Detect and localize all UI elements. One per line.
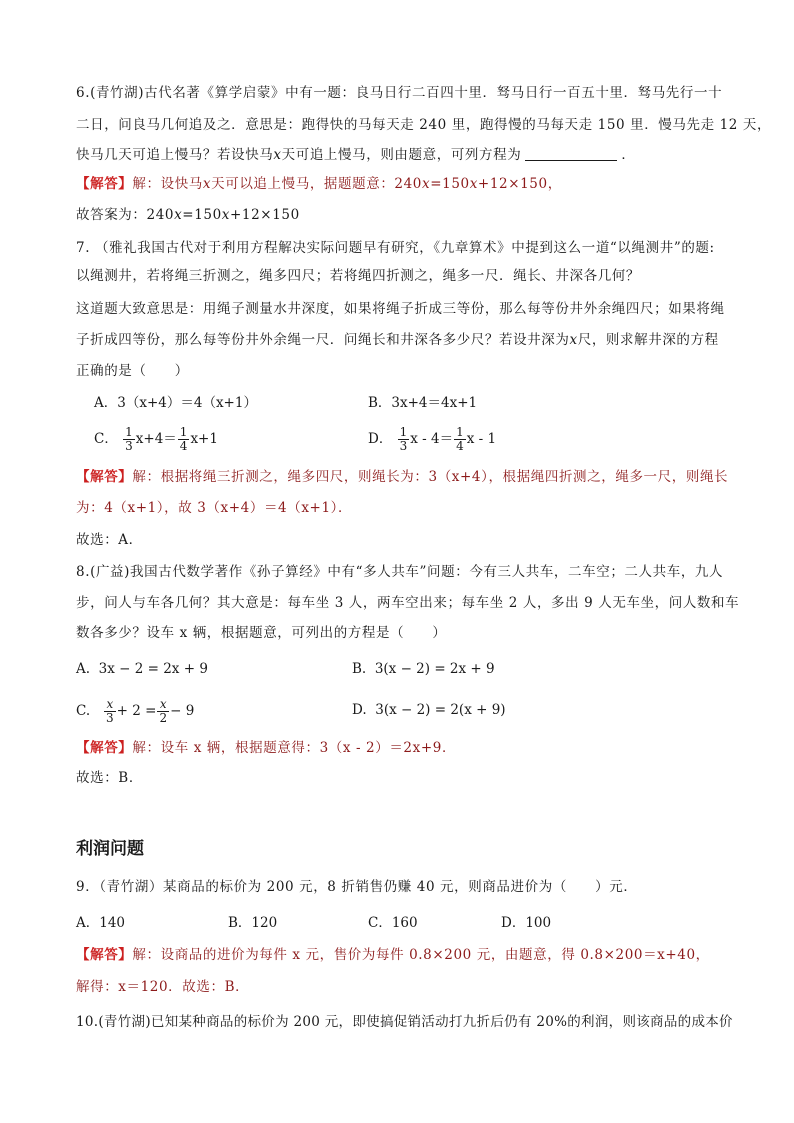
q6-line-1: 6.(青竹湖)古代名著《算学启蒙》中有一题：良马日行二百四十里．驽马日行一百五十里．驽马先行一十 <box>76 85 723 101</box>
q9-option-b[interactable]: B．120 <box>228 915 278 931</box>
fraction-x-over-2: $\frac{x}{2}$ <box>159 697 168 725</box>
q10-line-1: 10.(青竹湖)已知某种商品的标价为 200 元，即使搞促销活动打九折后仍有 20%的利润，则该商品的成本价 <box>76 1014 733 1030</box>
q6-line-2: 二日，问良马几何追及之．意思是：跑得快的马每天走 240 里，跑得慢的马每天走 150 里．慢马先走 12 天， <box>76 117 772 133</box>
q6-final: 故答案为：240x=150x+12×150 <box>76 207 300 223</box>
q8-option-d[interactable]: D. 3(x − 2) = 2(x + 9) <box>352 702 506 718</box>
q8-line-2: 步，问人与车各几何？其大意是：每车坐 3 人，两车空出来；每车坐 2 人，多出 9 人无车坐，问人数和车 <box>76 595 740 611</box>
q9-line-1: 9．（青竹湖）某商品的标价为 200 元，8 折销售仍赚 40 元，则商品进价为（ ）元． <box>76 879 638 895</box>
q7-answer-line-2: 为：4（x+1），故 3（x+4）＝4（x+1）． <box>76 500 353 516</box>
q8-option-c[interactable]: C. $\frac{x}{3}$ + 2 = $\frac{x}{2}$ − 9 <box>76 697 195 725</box>
answer-blank[interactable] <box>525 146 617 161</box>
q9-answer: 【解答】解：设商品的进价为每件 x 元，售价为每件 0.8×200 元，由题意，得 0.8×200＝x+40， <box>76 947 710 963</box>
q7-answer-line-1: 【解答】解：根据将绳三折测之，绳多四尺，则绳长为：3（x+4），根据绳四折测之，绳多一尺，则绳长 <box>76 469 729 485</box>
q7-option-a[interactable]: A．3（x+4）＝4（x+1） <box>94 395 257 411</box>
fraction-one-quarter: $\frac{1}{4}$ <box>456 425 464 453</box>
q8-final: 故选：B． <box>76 770 143 786</box>
q7-line-5: 正确的是（ ） <box>76 363 189 379</box>
q7-line-2: 以绳测井，若将绳三折测之，绳多四尺；若将绳四折测之，绳多一尺．绳长、井深各几何？ <box>76 268 640 284</box>
fraction-one-third: $\frac{1}{3}$ <box>399 425 408 453</box>
q7-option-c[interactable]: C． $\frac{1}{3}$ x+4＝ $\frac{1}{4}$ x+1 <box>94 425 218 453</box>
q8-option-b[interactable]: B. 3(x − 2) = 2x + 9 <box>352 661 495 677</box>
q8-answer: 【解答】解：设车 x 辆，根据题意得：3（x - 2）＝2x+9． <box>76 740 457 756</box>
fraction-one-quarter: $\frac{1}{4}$ <box>179 425 188 453</box>
q9-final: 解得：x＝120．故选：B． <box>76 979 250 995</box>
q8-line-1: 8.(广益)我国古代数学著作《孙子算经》中有“多人共车”问题：今有三人共车，二车空；二人共车，九人 <box>76 564 724 580</box>
q6-answer: 【解答】解：设快马x天可以追上慢马，据题题意：240x=150x+12×150， <box>76 176 562 192</box>
q9-option-c[interactable]: C．160 <box>368 915 418 931</box>
q9-option-a[interactable]: A．140 <box>76 915 126 931</box>
q7-option-b[interactable]: B．3x+4＝4x+1 <box>368 395 478 411</box>
q7-option-d[interactable]: D． $\frac{1}{3}$ x - 4＝ $\frac{1}{4}$ x - 1 <box>368 425 497 453</box>
q8-option-a[interactable]: A. 3x − 2 = 2x + 9 <box>76 661 208 677</box>
q7-line-4: 子折成四等份，那么每等份井外余绳一尺．问绳长和井深各多少尺？若设井深为x尺，则求解井深的方程 <box>76 332 719 348</box>
q8-line-3: 数各多少？设车 x 辆，根据题意，可列出的方程是（ ） <box>76 625 447 641</box>
q7-final: 故选：A． <box>76 532 143 548</box>
q9-option-d[interactable]: D．100 <box>501 915 552 931</box>
fraction-x-over-3: $\frac{x}{3}$ <box>106 697 114 725</box>
q7-line-3: 这道题大致意思是：用绳子测量水井深度，如果将绳子折成三等份，那么每等份井外余绳四尺；如果将绳 <box>76 301 725 317</box>
q6-line-3: 快马几天可追上慢马？若设快马x天可追上慢马，则由题意，可列方程为 ． <box>76 147 636 163</box>
q7-line-1: 7. （雅礼我国古代对于利用方程解决实际问题早有研究，《九章算术》中提到这么一道“以绳测井”的题: <box>76 240 715 256</box>
section-heading: 利润问题 <box>76 839 144 859</box>
fraction-one-third: $\frac{1}{3}$ <box>125 425 133 453</box>
